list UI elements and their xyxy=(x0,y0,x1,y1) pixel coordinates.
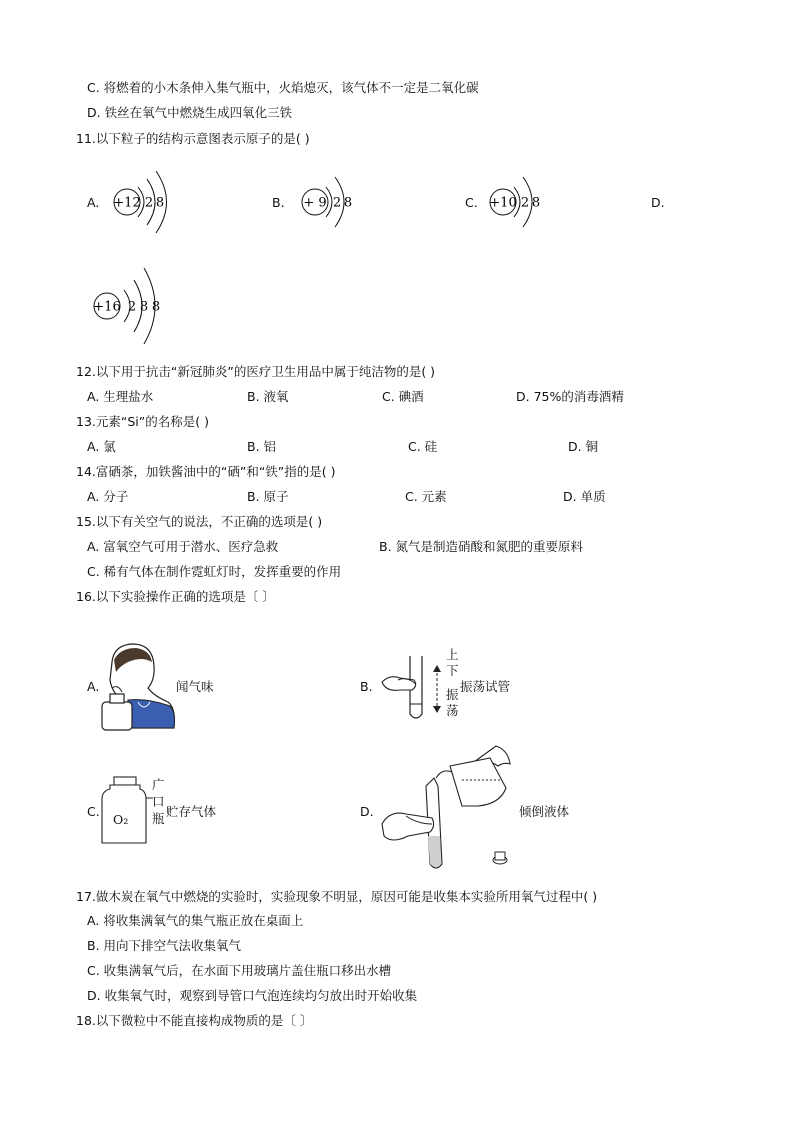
q11-stem: 11.以下粒子的结构示意图表示原子的是( ) xyxy=(76,131,310,146)
q14-option-a: A. 分子 xyxy=(87,489,129,504)
q16-b-zhen-char: 振 xyxy=(446,687,459,702)
q12-option-b: B. 液氧 xyxy=(247,389,289,404)
q16-a-smelling-illustration xyxy=(98,640,176,732)
q13-stem: 13.元素“Si”的名称是( ) xyxy=(76,414,209,429)
label-pointer-icon xyxy=(146,791,154,805)
q11-a-electrons-2: 8 xyxy=(155,195,165,211)
q15-option-b: B. 氮气是制造硝酸和氮肥的重要原料 xyxy=(379,539,584,554)
q16-option-b-caption: 振荡试管 xyxy=(460,679,511,694)
q16-option-c-caption: 贮存气体 xyxy=(166,804,217,819)
q13-option-b: B. 铝 xyxy=(247,439,277,454)
q16-option-d-caption: 倾倒液体 xyxy=(519,804,570,819)
q16-d-pouring-illustration xyxy=(378,744,528,872)
q11-d-electrons-3: 8 xyxy=(151,299,161,315)
q16-c-wide-mouth-bottle xyxy=(100,775,148,847)
q10-option-c: C. 将燃着的小木条伸入集气瓶中，火焰熄灭，该气体不一定是二氧化碳 xyxy=(87,80,479,95)
q16-b-arrow-label-shake xyxy=(446,687,459,719)
q18-stem: 18.以下微粒中不能直接构成物质的是〔 〕 xyxy=(76,1013,313,1028)
q14-option-b: B. 原子 xyxy=(247,489,289,504)
q11-atom-d-diagram xyxy=(90,260,170,350)
q16-c-bottle-label: O₂ xyxy=(113,812,129,827)
q15-option-c: C. 稀有气体在制作霓虹灯时，发挥重要的作用 xyxy=(87,564,342,579)
q15-stem: 15.以下有关空气的说法，不正确的选项是( ) xyxy=(76,514,323,529)
shell-arc xyxy=(326,187,332,217)
q12-option-a: A. 生理盐水 xyxy=(87,389,154,404)
q11-a-electrons-1: 2 xyxy=(144,195,154,211)
q11-option-c-label: C. xyxy=(465,195,478,210)
q11-b-electrons-1: 2 xyxy=(332,195,342,211)
q15-option-a: A. 富氧空气可用于潜水、医疗急救 xyxy=(87,539,279,554)
q11-d-nucleus: +16 xyxy=(93,299,121,315)
q16-c-kou-char: 口 xyxy=(152,794,165,809)
q12-stem: 12.以下用于抗击“新冠肺炎”的医疗卫生用品中属于纯洁物的是( ) xyxy=(76,364,436,379)
q11-a-nucleus: +12 xyxy=(113,195,141,211)
q11-option-d-label: D. xyxy=(651,195,665,210)
q14-option-d: D. 单质 xyxy=(563,489,606,504)
q11-d-electrons-1: 2 xyxy=(127,299,137,315)
q11-b-electrons-2: 8 xyxy=(343,195,353,211)
q11-atom-a-diagram xyxy=(105,165,175,245)
q16-option-a-label: A. xyxy=(87,679,100,694)
q11-b-nucleus: + 9 xyxy=(303,195,327,211)
q11-c-electrons-1: 2 xyxy=(520,195,530,211)
q16-c-ping-char: 瓶 xyxy=(152,811,165,826)
q17-option-d: D. 收集氧气时，观察到导管口气泡连续均匀放出时开始收集 xyxy=(87,988,418,1003)
q13-option-c: C. 硅 xyxy=(408,439,438,454)
q16-option-a-caption: 闻气味 xyxy=(176,679,214,694)
q17-stem: 17.做木炭在氧气中燃烧的实验时，实验现象不明显，原因可能是收集本实验所用氧气过程中( ) xyxy=(76,889,598,904)
q11-c-electrons-2: 8 xyxy=(531,195,541,211)
q11-atom-b-diagram xyxy=(293,165,363,245)
q16-b-dang-char: 荡 xyxy=(446,703,459,718)
q16-option-c-label: C. xyxy=(87,804,100,819)
q11-option-b-label: B. xyxy=(272,195,285,210)
q11-d-electrons-2: 8 xyxy=(139,299,149,315)
q17-option-b: B. 用向下排空气法收集氧气 xyxy=(87,938,242,953)
q16-option-b-label: B. xyxy=(360,679,373,694)
q16-b-down-char: 下 xyxy=(446,663,459,678)
q13-option-d: D. 铜 xyxy=(568,439,599,454)
q16-b-up-char: 上 xyxy=(446,647,459,662)
double-arrow-icon xyxy=(432,664,442,714)
q16-b-arrow-label-up-down xyxy=(446,647,459,679)
q13-option-a: A. 氯 xyxy=(87,439,116,454)
q16-c-guang-char: 广 xyxy=(152,777,165,792)
q14-option-c: C. 元素 xyxy=(405,489,447,504)
q16-stem: 16.以下实验操作正确的选项是〔 〕 xyxy=(76,589,275,604)
q14-stem: 14.富硒茶，加铁酱油中的“硒”和“铁”指的是( ) xyxy=(76,464,336,479)
q11-atom-c-diagram xyxy=(481,165,551,245)
q11-option-a-label: A. xyxy=(87,195,100,210)
q10-option-d: D. 铁丝在氧气中燃烧生成四氧化三铁 xyxy=(87,105,293,120)
q17-option-a: A. 将收集满氧气的集气瓶正放在桌面上 xyxy=(87,913,304,928)
q16-option-d-label: D. xyxy=(360,804,374,819)
q11-c-nucleus: +10 xyxy=(489,195,517,211)
q12-option-c: C. 碘酒 xyxy=(382,389,424,404)
q16-b-test-tube-illustration xyxy=(380,654,436,724)
q12-option-d: D. 75%的消毒酒精 xyxy=(516,389,624,404)
q17-option-c: C. 收集满氧气后，在水面下用玻璃片盖住瓶口移出水槽 xyxy=(87,963,392,978)
